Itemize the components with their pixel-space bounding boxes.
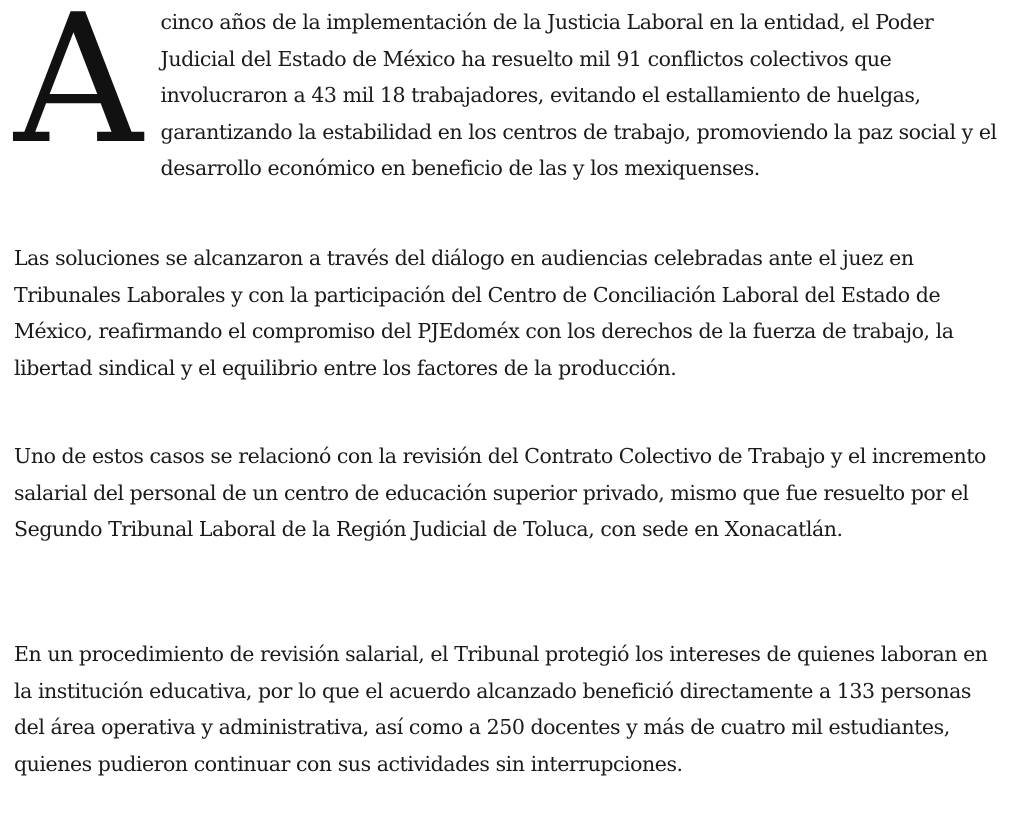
drop-cap: A <box>14 0 143 183</box>
article-paragraph-1 <box>14 0 1004 187</box>
article-paragraph-2: Las soluciones se alcanzaron a través del diálogo en audiencias celebradas ante el juez en Tribunales Laborales y con la participación del Centro de Conciliación Laboral del Estado de México, reafirmando el compromiso del PJEdoméx con los derechos de la fuerza de trabajo, la libertad sindical y el equilibrio entre los factores de la producción. <box>14 246 954 380</box>
paragraph-text: cinco años de la implementación de la Justicia Laboral en la entidad, el Poder Judicial del Estado de México ha resuelto mil 91 conflictos colectivos que involucraron a 43 mil 18 trabajadores, evitando el estallamiento de huelgas, garantizando la estabilidad en los centros de trabajo, promoviendo la paz social y el desarrollo económico en beneficio de las y los mexiquenses. <box>160 10 997 180</box>
article-paragraph-4: En un procedimiento de revisión salarial, el Tribunal protegió los intereses de quienes laboran en la institución educativa, por lo que el acuerdo alcanzado benefició directamente a 133 personas del área operativa y administrativa, así como a 250 docentes y más de cuatro mil estudiantes, quienes pudieron continuar con sus actividades sin interrupciones. <box>14 642 988 776</box>
article-paragraph-3: Uno de estos casos se relacionó con la revisión del Contrato Colectivo de Trabajo y el incremento salarial del personal de un centro de educación superior privado, mismo que fue resuelto por el Segundo Tribunal Laboral de la Región Judicial de Toluca, con sede en Xonacatlán. <box>14 444 986 541</box>
